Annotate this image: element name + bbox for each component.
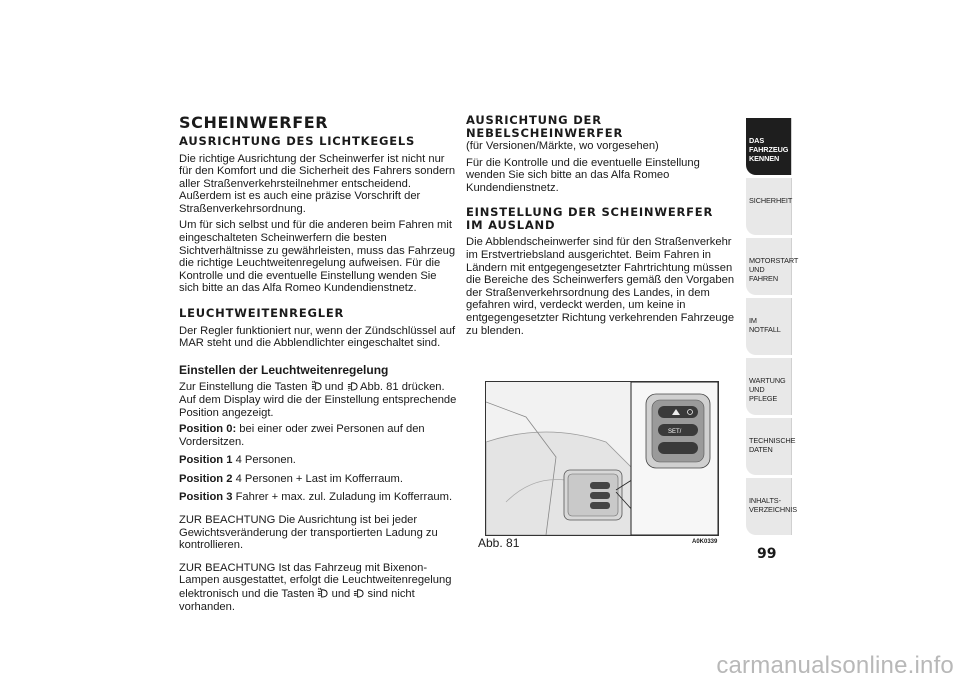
section-heading-light-beam: AUSRICHTUNG DES LICHTKEGELS	[179, 134, 416, 148]
position-item: Position 1 4 Personen.	[179, 454, 296, 467]
section-heading-abroad: EINSTELLUNG DER SCHEINWERFER IM AUSLAND	[466, 205, 714, 232]
paragraph: Für die Kontrolle und die eventuelle Einstellung wenden Sie sich bitte an das Alfa Romeo Kundendienstnetz.	[466, 156, 700, 194]
note: ZUR BEACHTUNG Die Ausrichtung ist bei jeder Gewichtsveränderung der transportierten Ladung zu kontrollieren.	[179, 514, 438, 552]
tab-im-notfall[interactable]: IM NOTFALL	[746, 298, 792, 355]
headlight-up-icon	[317, 587, 328, 598]
paragraph: Zur Einstellung die Tasten und Abb. 81 drücken. Auf dem Display wird die der Einstellung entsprechende Position angezeigt.	[179, 381, 457, 419]
tab-wartung-und-pflege[interactable]: WARTUNG UND PFLEGE	[746, 358, 792, 415]
set-button-label: SET/	[668, 429, 682, 435]
headlight-up-icon	[311, 380, 322, 391]
paragraph: Der Regler funktioniert nur, wenn der Zündschlüssel auf MAR steht und die Abblendlichter eingeschaltet sind.	[179, 324, 456, 350]
tab-technische-daten[interactable]: TECHNISCHE DATEN	[746, 418, 792, 475]
tab-sicherheit[interactable]: SICHERHEIT	[746, 178, 792, 235]
paragraph-note: (für Versionen/Märkte, wo vorgesehen)	[466, 140, 659, 152]
dashboard-drawing	[486, 382, 718, 535]
position-item: Position 2 4 Personen + Last im Kofferraum.	[179, 472, 403, 485]
page-number: 99	[757, 546, 777, 562]
subsection-heading: Einstellen der Leuchtweitenregelung	[179, 362, 389, 377]
section-heading-fog-lights: AUSRICHTUNG DER NEBELSCHEINWERFER	[466, 113, 624, 140]
headlight-down-icon	[347, 380, 358, 391]
note: ZUR BEACHTUNG Ist das Fahrzeug mit Bixenon-Lampen ausgestattet, erfolgt die Leuchtweitenregelung elektronisch und die Tasten und sind nicht vorhanden.	[179, 561, 452, 613]
section-heading-headlight-leveller: LEUCHTWEITENREGLER	[179, 306, 345, 321]
position-item: Position 3 Fahrer + max. zul. Zuladung im Kofferraum.	[179, 491, 453, 504]
headlight-down-icon	[353, 587, 364, 598]
page-title: SCHEINWERFER	[179, 113, 329, 132]
figure-code: A0K0339	[692, 539, 718, 545]
watermark: carmanualsonline.info	[716, 652, 954, 679]
chapter-sidebar	[746, 118, 799, 538]
paragraph: Die Abblendscheinwerfer sind für den Straßenverkehr im Erstvertriebsland ausgerichtet. Beim Fahren in Ländern mit entgegengesetzter Fahrtrichtung müssen die Bereiche des Scheinwerfers gemäß den Vorgaben der Straßenverkehrsordnung des Landes, in dem gefahren wird, verdeckt werden, um keine in entgegengesetzter Richtung verkehrenden Fahrzeuge zu blenden.	[466, 236, 735, 337]
position-item: Position 0: bei einer oder zwei Personen auf den Vordersitzen.	[179, 423, 425, 448]
tab-motorstart-und-fahren[interactable]: MOTORSTART UND FAHREN	[746, 238, 792, 295]
right-column	[466, 114, 738, 341]
tab-das-fahrzeug-kennen[interactable]: DAS FAHRZEUG KENNEN	[746, 118, 792, 175]
figure-caption: Abb. 81	[478, 536, 520, 550]
figure-illustration	[485, 381, 719, 536]
paragraph: Um für sich selbst und für die anderen beim Fahren mit eingeschalteten Scheinwerfern die besten Sichtverhältnisse zu gewährleisten, muss das Fahrzeug die richtige Leuchtweitenregelung aufweisen. Für die Kontrolle und die eventuelle Einstellung wenden Sie sich bitte an das Alfa Romeo Kundendienstnetz.	[179, 219, 456, 295]
paragraph: Die richtige Ausrichtung der Scheinwerfer ist nicht nur für den Komfort und die Sicherheit des Fahrers sondern aller Straßenverkehrsteilnehmer entscheidend. Außerdem ist es auch eine präzise Vorschrift der Straßenverkehrsordnung.	[179, 152, 456, 215]
left-column	[179, 114, 457, 617]
tab-inhaltsverzeichnis[interactable]: INHALTS-VERZEICHNIS	[746, 478, 792, 535]
